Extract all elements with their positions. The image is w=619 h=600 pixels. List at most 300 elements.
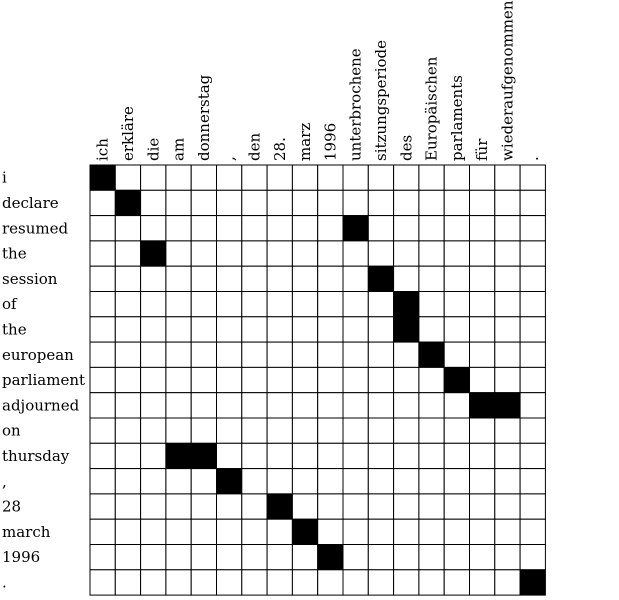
grid-cell <box>166 241 191 266</box>
grid-cell <box>242 342 267 367</box>
grid-cell <box>191 317 216 342</box>
grid-cell <box>217 494 242 519</box>
grid-cell <box>242 216 267 241</box>
grid-cell <box>141 367 166 392</box>
grid-cell <box>470 545 495 570</box>
grid-cell <box>191 342 216 367</box>
grid-cell <box>368 367 393 392</box>
grid-cell <box>394 545 419 570</box>
aligned-cell <box>166 443 191 468</box>
grid-cell <box>292 190 317 215</box>
grid-cell <box>191 241 216 266</box>
row-label: . <box>2 573 7 592</box>
grid-cell <box>368 494 393 519</box>
aligned-cell <box>292 519 317 544</box>
grid-cell <box>470 266 495 291</box>
grid-cell <box>292 443 317 468</box>
grid-cell <box>318 443 343 468</box>
grid-cell <box>419 190 444 215</box>
grid-cell <box>444 266 469 291</box>
grid-cell <box>495 570 520 595</box>
grid-cell <box>267 519 292 544</box>
grid-cell <box>292 393 317 418</box>
grid-cell <box>520 342 545 367</box>
column-label: den <box>245 132 264 161</box>
grid-cell <box>444 393 469 418</box>
grid-cell <box>166 216 191 241</box>
grid-cell <box>115 494 140 519</box>
grid-cell <box>343 570 368 595</box>
grid-cell <box>166 292 191 317</box>
grid-cell <box>394 367 419 392</box>
aligned-cell <box>470 393 495 418</box>
grid-cell <box>242 165 267 190</box>
row-labels <box>2 169 85 592</box>
aligned-cell <box>368 266 393 291</box>
grid-cell <box>242 570 267 595</box>
grid-cell <box>419 266 444 291</box>
grid-cell <box>394 570 419 595</box>
column-label: 28. <box>270 137 289 161</box>
grid-cell <box>166 545 191 570</box>
grid-cell <box>368 469 393 494</box>
grid-cell <box>470 216 495 241</box>
aligned-cell <box>495 393 520 418</box>
grid-cell <box>470 317 495 342</box>
grid-cell <box>115 292 140 317</box>
grid-cell <box>343 165 368 190</box>
grid-cell <box>520 292 545 317</box>
grid-cell <box>191 418 216 443</box>
grid-cell <box>318 216 343 241</box>
column-label: für <box>473 138 492 161</box>
grid-cell <box>520 317 545 342</box>
row-label: european <box>2 345 74 364</box>
column-label: . <box>523 156 542 161</box>
grid-cell <box>520 393 545 418</box>
grid-cell <box>292 216 317 241</box>
grid-cell <box>292 494 317 519</box>
grid-cell <box>368 165 393 190</box>
grid-cell <box>267 266 292 291</box>
alignment-grid <box>90 165 545 595</box>
grid-cell <box>115 393 140 418</box>
grid-cell <box>292 545 317 570</box>
grid-cell <box>166 469 191 494</box>
aligned-cell <box>444 367 469 392</box>
grid-cell <box>343 241 368 266</box>
grid-cell <box>166 393 191 418</box>
grid-cell <box>166 570 191 595</box>
grid-cell <box>520 241 545 266</box>
grid-cell <box>217 241 242 266</box>
grid-cell <box>444 494 469 519</box>
grid-cell <box>419 393 444 418</box>
aligned-cell <box>394 317 419 342</box>
grid-cell <box>292 342 317 367</box>
grid-cell <box>318 317 343 342</box>
grid-cell <box>141 418 166 443</box>
aligned-cell <box>520 570 545 595</box>
grid-cell <box>343 342 368 367</box>
grid-cell <box>495 342 520 367</box>
grid-cell <box>191 190 216 215</box>
grid-cell <box>115 216 140 241</box>
grid-cell <box>267 165 292 190</box>
aligned-cell <box>191 443 216 468</box>
column-label: ich <box>93 138 112 161</box>
grid-cell <box>520 165 545 190</box>
column-label: 1996 <box>321 122 340 161</box>
row-label: declare <box>2 193 59 212</box>
grid-cell <box>191 469 216 494</box>
grid-cell <box>115 443 140 468</box>
grid-cell <box>495 190 520 215</box>
aligned-cell <box>267 494 292 519</box>
grid-cell <box>267 545 292 570</box>
grid-cell <box>368 241 393 266</box>
grid-cell <box>166 418 191 443</box>
grid-cell <box>90 494 115 519</box>
grid-cell <box>217 266 242 291</box>
grid-cell <box>470 190 495 215</box>
grid-cell <box>343 469 368 494</box>
grid-cell <box>520 443 545 468</box>
grid-cell <box>141 317 166 342</box>
grid-cell <box>292 266 317 291</box>
aligned-cell <box>217 469 242 494</box>
grid-cell <box>470 494 495 519</box>
grid-cell <box>470 367 495 392</box>
grid-cell <box>90 519 115 544</box>
column-label: die <box>144 137 163 161</box>
grid-cell <box>495 241 520 266</box>
grid-cell <box>217 519 242 544</box>
grid-cell <box>394 241 419 266</box>
grid-cell <box>115 165 140 190</box>
grid-cell <box>242 317 267 342</box>
grid-cell <box>394 342 419 367</box>
grid-cell <box>166 494 191 519</box>
grid-cell <box>242 519 267 544</box>
grid-cell <box>141 545 166 570</box>
grid-cell <box>217 393 242 418</box>
row-label: resumed <box>2 219 69 238</box>
column-label: des <box>397 134 416 161</box>
aligned-cell <box>343 216 368 241</box>
grid-cell <box>520 216 545 241</box>
grid-cell <box>217 342 242 367</box>
grid-cell <box>191 393 216 418</box>
grid-cell <box>267 292 292 317</box>
grid-cell <box>217 443 242 468</box>
column-label: Europäischen <box>422 56 441 161</box>
grid-cell <box>470 292 495 317</box>
grid-cell <box>318 393 343 418</box>
grid-cell <box>267 418 292 443</box>
grid-cell <box>495 266 520 291</box>
row-label: , <box>2 472 7 491</box>
grid-cell <box>267 190 292 215</box>
grid-cell <box>495 216 520 241</box>
grid-cell <box>115 367 140 392</box>
grid-cell <box>90 266 115 291</box>
grid-cell <box>115 317 140 342</box>
grid-cell <box>394 443 419 468</box>
column-label: unterbrochene <box>346 48 365 161</box>
aligned-cell <box>115 190 140 215</box>
grid-cell <box>166 266 191 291</box>
grid-cell <box>419 165 444 190</box>
grid-cell <box>419 216 444 241</box>
grid-cell <box>217 165 242 190</box>
grid-cell <box>242 367 267 392</box>
grid-cell <box>141 165 166 190</box>
grid-cell <box>419 317 444 342</box>
grid-cell <box>217 545 242 570</box>
grid-cell <box>141 570 166 595</box>
grid-cell <box>444 190 469 215</box>
grid-cell <box>343 266 368 291</box>
column-label: marz <box>296 122 315 161</box>
row-label: on <box>2 421 21 440</box>
grid-cell <box>115 545 140 570</box>
grid-cell <box>292 317 317 342</box>
grid-cell <box>217 190 242 215</box>
grid-cell <box>470 519 495 544</box>
grid-cell <box>90 545 115 570</box>
grid-cell <box>470 342 495 367</box>
aligned-cell <box>90 165 115 190</box>
column-label: am <box>169 137 188 161</box>
grid-cell <box>520 519 545 544</box>
grid-cell <box>191 266 216 291</box>
grid-cell <box>242 443 267 468</box>
grid-cell <box>444 342 469 367</box>
grid-cell <box>115 570 140 595</box>
grid-cell <box>419 545 444 570</box>
grid-cell <box>470 570 495 595</box>
grid-cell <box>217 570 242 595</box>
column-label: donnerstag <box>194 74 213 161</box>
grid-cell <box>495 317 520 342</box>
aligned-cell <box>318 545 343 570</box>
grid-cell <box>495 443 520 468</box>
grid-cell <box>444 570 469 595</box>
grid-cell <box>495 545 520 570</box>
row-label: march <box>2 522 51 541</box>
grid-cell <box>495 292 520 317</box>
grid-cell <box>368 570 393 595</box>
grid-cell <box>191 519 216 544</box>
grid-cell <box>343 367 368 392</box>
grid-cell <box>343 545 368 570</box>
column-label: wiederaufgenommen <box>498 0 517 161</box>
grid-cell <box>191 494 216 519</box>
grid-cell <box>470 241 495 266</box>
grid-cell <box>267 570 292 595</box>
grid-cell <box>343 190 368 215</box>
grid-cell <box>141 469 166 494</box>
grid-cell <box>343 494 368 519</box>
grid-cell <box>470 443 495 468</box>
grid-cell <box>166 317 191 342</box>
grid-cell <box>90 418 115 443</box>
grid-cell <box>495 519 520 544</box>
grid-cell <box>318 190 343 215</box>
grid-cell <box>217 216 242 241</box>
grid-cell <box>318 367 343 392</box>
grid-cell <box>343 292 368 317</box>
grid-cell <box>444 469 469 494</box>
grid-cell <box>242 494 267 519</box>
grid-cell <box>419 469 444 494</box>
grid-cell <box>368 216 393 241</box>
grid-cell <box>444 317 469 342</box>
row-label: session <box>2 269 58 288</box>
row-label: the <box>2 320 27 339</box>
grid-cell <box>444 443 469 468</box>
grid-cell <box>90 317 115 342</box>
grid-cell <box>115 266 140 291</box>
grid-cell <box>90 367 115 392</box>
grid-cell <box>166 367 191 392</box>
grid-cell <box>217 292 242 317</box>
grid-cell <box>166 519 191 544</box>
grid-cell <box>444 292 469 317</box>
grid-cell <box>520 494 545 519</box>
grid-cell <box>217 317 242 342</box>
grid-cell <box>444 165 469 190</box>
grid-cell <box>368 292 393 317</box>
column-label: , <box>220 156 239 161</box>
grid-cell <box>166 190 191 215</box>
row-label: parliament <box>2 371 86 390</box>
grid-cell <box>394 418 419 443</box>
grid-cell <box>90 443 115 468</box>
grid-cell <box>217 418 242 443</box>
grid-cell <box>444 519 469 544</box>
grid-cell <box>419 519 444 544</box>
grid-cell <box>141 443 166 468</box>
row-label: i <box>2 168 7 187</box>
grid-cell <box>292 367 317 392</box>
grid-cell <box>141 190 166 215</box>
grid-cell <box>90 241 115 266</box>
grid-cell <box>368 418 393 443</box>
row-label: of <box>2 295 17 314</box>
grid-cell <box>394 469 419 494</box>
grid-cell <box>318 292 343 317</box>
grid-cell <box>242 190 267 215</box>
grid-cell <box>368 545 393 570</box>
grid-cell <box>368 342 393 367</box>
grid-cell <box>191 367 216 392</box>
column-labels <box>94 0 542 161</box>
grid-cell <box>343 443 368 468</box>
grid-cell <box>115 241 140 266</box>
column-label: erkläre <box>118 106 137 161</box>
grid-cell <box>343 519 368 544</box>
grid-cell <box>292 570 317 595</box>
grid-cell <box>520 190 545 215</box>
grid-cell <box>191 165 216 190</box>
column-label: parlaments <box>447 75 466 161</box>
grid-cell <box>242 241 267 266</box>
grid-cell <box>292 292 317 317</box>
grid-cell <box>419 570 444 595</box>
grid-cell <box>343 418 368 443</box>
grid-cell <box>141 266 166 291</box>
grid-cell <box>495 494 520 519</box>
grid-cell <box>217 367 242 392</box>
grid-cell <box>292 418 317 443</box>
grid-cell <box>419 367 444 392</box>
grid-cell <box>318 342 343 367</box>
grid-cell <box>368 190 393 215</box>
grid-cell <box>242 469 267 494</box>
grid-cell <box>394 519 419 544</box>
grid-cell <box>141 216 166 241</box>
grid-cell <box>90 393 115 418</box>
grid-cell <box>90 216 115 241</box>
grid-cell <box>368 393 393 418</box>
grid-cell <box>191 216 216 241</box>
grid-cell <box>470 418 495 443</box>
grid-cell <box>520 469 545 494</box>
row-label: 1996 <box>2 548 41 567</box>
grid-cell <box>520 266 545 291</box>
grid-cell <box>318 241 343 266</box>
grid-cell <box>115 519 140 544</box>
grid-cell <box>343 393 368 418</box>
grid-cell <box>191 545 216 570</box>
grid-cell <box>495 418 520 443</box>
grid-cell <box>444 216 469 241</box>
row-label: thursday <box>2 446 70 465</box>
grid-cell <box>495 367 520 392</box>
grid-cell <box>444 241 469 266</box>
grid-cell <box>495 165 520 190</box>
grid-cell <box>394 494 419 519</box>
grid-cell <box>115 469 140 494</box>
aligned-cell <box>394 292 419 317</box>
grid-cell <box>318 519 343 544</box>
grid-cell <box>191 570 216 595</box>
grid-cell <box>368 519 393 544</box>
grid-cell <box>292 469 317 494</box>
aligned-cell <box>141 241 166 266</box>
grid-cell <box>141 292 166 317</box>
grid-cell <box>495 469 520 494</box>
grid-cell <box>267 443 292 468</box>
grid-cell <box>520 367 545 392</box>
grid-cell <box>242 545 267 570</box>
grid-cell <box>242 266 267 291</box>
grid-cell <box>267 317 292 342</box>
grid-cell <box>141 519 166 544</box>
grid-cell <box>267 241 292 266</box>
grid-cell <box>242 292 267 317</box>
row-label: adjourned <box>2 396 80 415</box>
grid-cell <box>115 342 140 367</box>
grid-cell <box>394 216 419 241</box>
grid-cell <box>90 292 115 317</box>
grid-cell <box>141 494 166 519</box>
grid-cell <box>470 165 495 190</box>
grid-cell <box>368 443 393 468</box>
grid-cell <box>318 469 343 494</box>
